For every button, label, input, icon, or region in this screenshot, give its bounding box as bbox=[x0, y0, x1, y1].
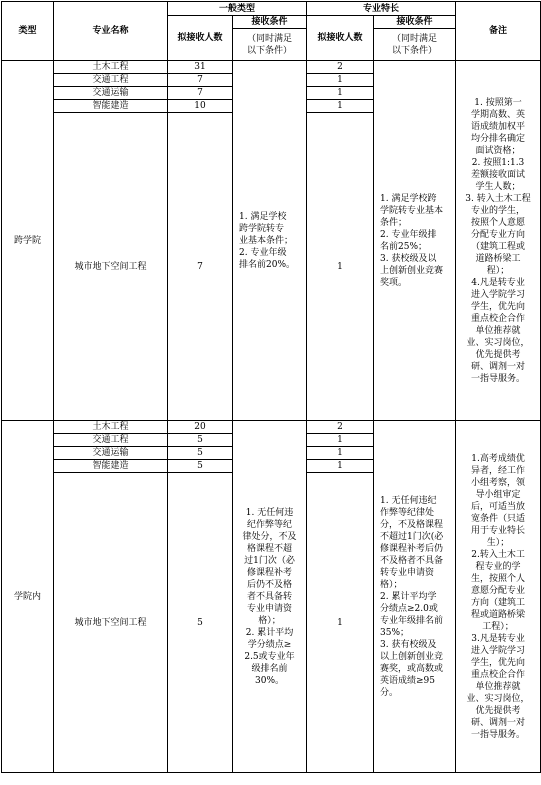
header-special-conditions-note: （同时满足 以下条件） bbox=[374, 29, 456, 61]
special-count: 1 bbox=[307, 87, 374, 100]
general-count: 7 bbox=[168, 113, 233, 421]
major-name: 智能建造 bbox=[54, 100, 168, 113]
special-count: 2 bbox=[307, 421, 374, 434]
special-count: 2 bbox=[307, 61, 374, 74]
major-name: 智能建造 bbox=[54, 460, 168, 473]
special-conditions: 1. 满足学校跨 学院转专业基本 条件； 2. 专业年级排 名前25%； 3. 获校级及以 上创新创业竞赛 奖项。 bbox=[374, 61, 456, 421]
special-count: 1 bbox=[307, 473, 374, 773]
general-count: 5 bbox=[168, 460, 233, 473]
general-count: 31 bbox=[168, 61, 233, 74]
header-major: 专业名称 bbox=[54, 2, 168, 61]
header-general-conditions-note: （同时满足 以下条件） bbox=[233, 29, 307, 61]
special-count: 1 bbox=[307, 460, 374, 473]
major-name: 交通运输 bbox=[54, 87, 168, 100]
header-special-conditions: 接收条件 bbox=[374, 16, 456, 29]
general-count: 10 bbox=[168, 100, 233, 113]
remarks: 1.高考成绩优 异者，经工作 小组考察，领 导小组审定 后，可适当放 宽条件（只适 用于专业特长 生）； 2.转入土木工 程专业的学 生，按照个人 意愿分配专业 方向（建筑工 程或道路桥梁 工程）； 3.凡是转专业 进入学院学习 学生，优先向 重点校企合作 单位推荐就 业、实习岗位， 优先提供考 研、调剂一对 一指导服务。 bbox=[456, 421, 541, 773]
group-type: 跨学院 bbox=[2, 61, 54, 421]
transfer-quota-table bbox=[1, 1, 541, 773]
special-count: 1 bbox=[307, 74, 374, 87]
general-count: 5 bbox=[168, 434, 233, 447]
header-special-planned: 拟接收人数 bbox=[307, 16, 374, 61]
major-name: 交通工程 bbox=[54, 434, 168, 447]
header-special: 专业特长 bbox=[307, 2, 456, 16]
major-name: 土木工程 bbox=[54, 61, 168, 74]
header-remarks: 备注 bbox=[456, 2, 541, 61]
major-name: 土木工程 bbox=[54, 421, 168, 434]
general-count: 7 bbox=[168, 74, 233, 87]
remarks: 1. 按照第一 学期高数、英 语成绩加权平 均分排名确定 面试资格； 2. 按照1:1.3 差额接收面试 学生人数； 3. 转入土木工程 专业的学生， 按照个人意愿 分配专业方向 （建筑工程或 道路桥梁工 程）； 4.凡是转专业 进入学院学习 学生，优先向 重点校企合作 单位推荐就 业、实习岗位， 优先提供考 研、调剂一对 一指导服务。 bbox=[456, 61, 541, 421]
general-count: 7 bbox=[168, 87, 233, 100]
general-conditions: 1. 满足学校 跨学院转专 业基本条件； 2. 专业年级 排名前20%。 bbox=[233, 61, 307, 421]
special-count: 1 bbox=[307, 434, 374, 447]
header-type: 类型 bbox=[2, 2, 54, 61]
special-count: 1 bbox=[307, 100, 374, 113]
general-conditions: 1. 无任何违 纪作弊等纪 律处分，不及 格课程不超 过1门次（必 修课程补考 后仍不及格 者不具备转 专业申请资 格）； 2. 累计平均 学分绩点≥ 2.5或专业年 级排名前 30%。 bbox=[233, 421, 307, 773]
special-count: 1 bbox=[307, 113, 374, 421]
major-name: 交通工程 bbox=[54, 74, 168, 87]
header-general-planned: 拟接收人数 bbox=[168, 16, 233, 61]
major-name: 交通运输 bbox=[54, 447, 168, 460]
special-conditions: 1. 无任何违纪 作弊等纪律处 分，不及格课程 不超过1门次(必 修课程补考后仍 不及格者不具备 转专业申请资 格）； 2. 累计平均学 分绩点≥2.0或 专业年级排名前 35%； 3. 获有校级及 以上创新创业竞 赛奖，或高数或 英语成绩≥95 分。 bbox=[374, 421, 456, 773]
general-count: 5 bbox=[168, 473, 233, 773]
general-count: 5 bbox=[168, 447, 233, 460]
major-name: 城市地下空间工程 bbox=[54, 113, 168, 421]
major-name: 城市地下空间工程 bbox=[54, 473, 168, 773]
special-count: 1 bbox=[307, 447, 374, 460]
header-general: 一般类型 bbox=[168, 2, 307, 16]
group-type: 学院内 bbox=[2, 421, 54, 773]
general-count: 20 bbox=[168, 421, 233, 434]
header-general-conditions: 接收条件 bbox=[233, 16, 307, 29]
